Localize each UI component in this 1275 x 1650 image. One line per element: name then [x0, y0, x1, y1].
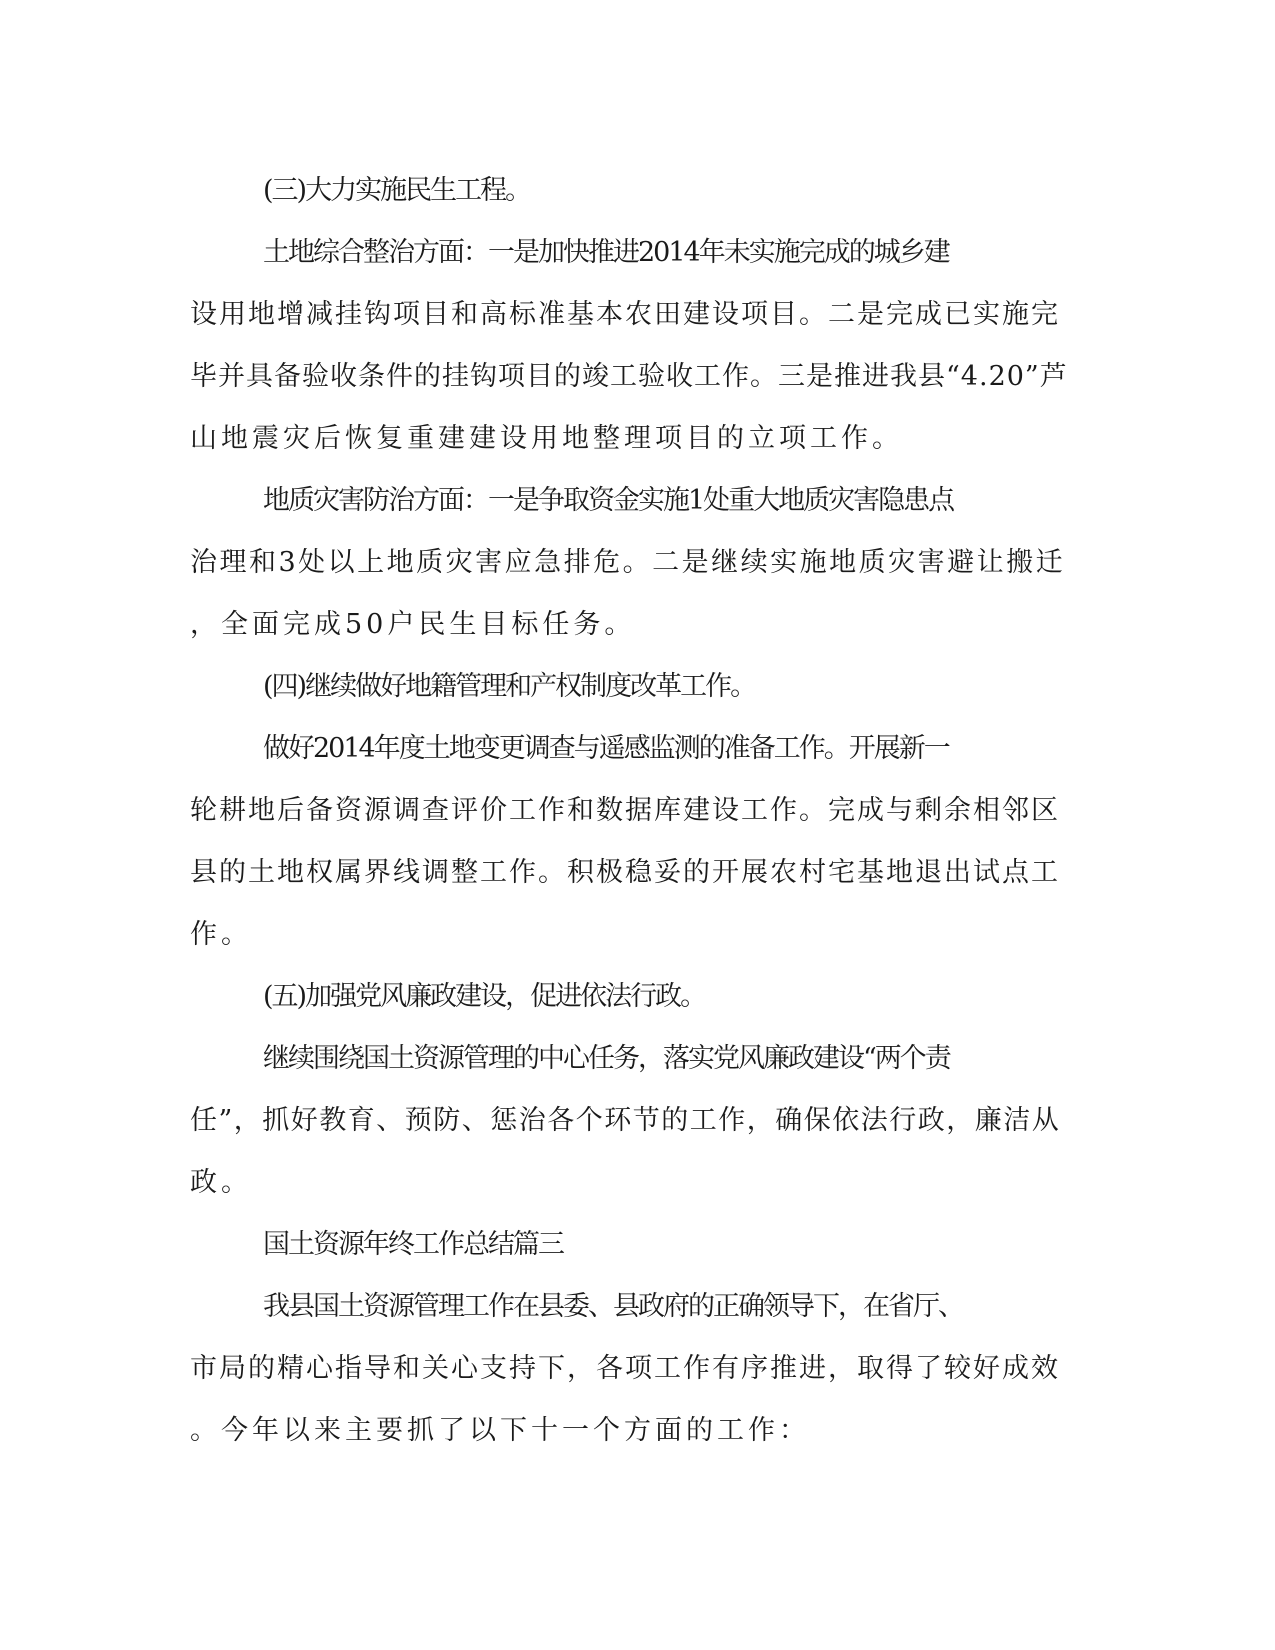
text-line: (五)加强党风廉政建设，促进依法行政。 [263, 981, 706, 1012]
text-line: (四)继续做好地籍管理和产权制度改革工作。 [263, 671, 756, 702]
text-line: 任”，抓好教育、预防、惩治各个环节的工作，确保依法行政，廉洁从 [190, 1105, 1061, 1136]
text-line: 作。 [190, 919, 252, 950]
text-line: 毕并具备验收条件的挂钩项目的竣工验收工作。三是推进我县“4.20”芦 [190, 361, 1068, 392]
heading-four [190, 656, 1070, 718]
text-line: 国土资源年终工作总结篇三 [263, 1229, 563, 1260]
text-line: 地质灾害防治方面：一是争取资金实施1处重大地质灾害隐患点 [263, 485, 954, 516]
text-line: 山地震灾后恢复重建建设用地整理项目的立项工作。 [190, 423, 903, 454]
text-line: 政。 [190, 1167, 252, 1198]
heading-five [190, 966, 1070, 1028]
text-line: 市局的精心指导和关心支持下，各项工作有序推进，取得了较好成效 [190, 1353, 1060, 1384]
text-line: 轮耕地后备资源调查评价工作和数据库建设工作。完成与剩余相邻区 [190, 795, 1060, 826]
document-body [190, 160, 1070, 1462]
text-line: 设用地增减挂钩项目和高标准基本农田建设项目。二是完成已实施完 [190, 299, 1060, 330]
paragraph-integrity [190, 1028, 1070, 1214]
text-line: 治理和3处以上地质灾害应急排危。二是继续实施地质灾害避让搬迁 [190, 547, 1066, 578]
paragraph-geological-hazard [190, 470, 1070, 656]
text-line: 继续围绕国土资源管理的中心任务，落实党风廉政建设“两个责 [263, 1043, 950, 1074]
text-line: 土地综合整治方面：一是加快推进2014年未实施完成的城乡建 [263, 237, 949, 268]
text-line: 县的土地权属界线调整工作。积极稳妥的开展农村宅基地退出试点工 [190, 857, 1060, 888]
paragraph-intro-part-three [190, 1276, 1070, 1462]
text-line: (三)大力实施民生工程。 [263, 175, 531, 206]
text-line: 做好2014年度土地变更调查与遥感监测的准备工作。开展新一 [263, 733, 949, 764]
paragraph-cadastral [190, 718, 1070, 966]
text-line: ，全面完成50户民生目标任务。 [190, 609, 636, 640]
text-line: 。今年以来主要抓了以下十一个方面的工作： [190, 1415, 810, 1446]
heading-three [190, 160, 1070, 222]
section-title-part-three [190, 1214, 1070, 1276]
text-line: 我县国土资源管理工作在县委、县政府的正确领导下，在省厅、 [263, 1291, 963, 1322]
paragraph-land-consolidation [190, 222, 1070, 470]
